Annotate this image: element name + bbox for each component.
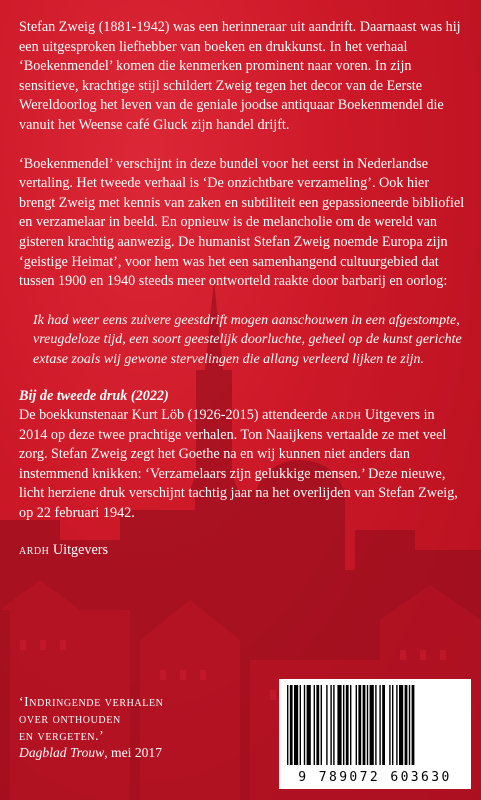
- ardh-name: ardh: [331, 407, 362, 424]
- barcode-bar: [343, 685, 344, 765]
- barcode-bars: [285, 685, 465, 765]
- barcode-bar: [405, 685, 408, 765]
- barcode-bar: [326, 685, 327, 765]
- publisher-ardh: ardh: [19, 541, 50, 558]
- barcode-bar: [316, 685, 319, 765]
- review-line-2: over onthouden: [19, 711, 121, 726]
- paragraph-second-story: ‘Boekenmendel’ verschijnt in deze bundel voor het eerst in Nederlandse vertaling. Het tweede verhaal is ‘De onzichtbare verzameling’. Ook hier brengt Zweig met kennis van zaken en subtiliteit een gepassioneerde bibliofiel en verzamelaar in beeld. En opnieuw is de melancholie om de wereld van gisteren krachtig aanwezig. De humanist Stefan Zweig noemde Europa zijn ‘geistige Heimat’, voor hem was het een samenhangend cultuurgebied dat tussen 1900 en 1940 steeds meer ontworteld raakte door barbarij en oorlog:: [19, 155, 465, 290]
- review-date: , mei 2017: [104, 745, 163, 760]
- barcode-bar: [389, 685, 390, 765]
- barcode-bar: [367, 685, 368, 765]
- barcode-bar: [333, 685, 334, 765]
- barcode-bar: [379, 685, 380, 765]
- barcode-bar: [358, 685, 361, 765]
- barcode-digits: 9 789072 603630: [298, 770, 452, 785]
- barcode-bar: [370, 685, 374, 765]
- back-cover-text: [19, 18, 465, 560]
- barcode-bar: [350, 685, 351, 765]
- barcode-bar: [321, 685, 322, 765]
- barcode-bar: [294, 685, 298, 765]
- barcode-bar: [304, 685, 305, 765]
- barcode-bar: [356, 685, 357, 765]
- barcode-bar: [382, 685, 385, 765]
- paragraph-intro: Stefan Zweig (1881-1942) was een herinneraar uit aandrift. Daarnaast was hij een uitgesproken liefhebber van boeken en drukkunst. In het verhaal ‘Boekenmendel’ komen die kenmerken prominent naar voren. In zijn sensitieve, krachtige stijl schildert Zweig tegen het decor van de Eerste Wereldoorlog het leven van de geniale joodse antiquaar Boekenmendel die vanuit het Weense café Gluck zijn handel drijft.: [19, 19, 461, 133]
- barcode-bar: [300, 685, 301, 765]
- barcode-bar: [363, 685, 366, 765]
- isbn-barcode: [279, 679, 471, 789]
- publisher-name: [19, 541, 465, 561]
- barcode-bar: [399, 685, 403, 765]
- publisher-rest: Uitgevers: [49, 541, 109, 558]
- zweig-quote: Ik had weer eens zuivere geestdrift mogen aanschouwen in een afgestompte, vreugdeloze tijd, een soort geestelijk doorluchte, geheel op de kunst gerichte extase zoals wij gewone stervelingen die allang verleerd lijken te zijn.: [33, 312, 462, 367]
- barcode-bar: [290, 685, 293, 765]
- barcode-bar: [396, 685, 397, 765]
- barcode-bar: [330, 685, 331, 765]
- paragraph-second-edition: [19, 406, 465, 524]
- text-segment: Uitgevers in 2014 op deze twee prachtige verhalen. Ton Naaijkens vertaalde ze met veel zorg. Stefan Zweig zegt het Goethe na en wij kunnen niet anders dan instemmend knikken: ‘Verzamelaars zijn gelukkige mensen.’ Deze nieuwe, licht herziene druk verschijnt tachtig jaar na het overlijden van Stefan Zweig, op 22 februari 1942.: [19, 407, 458, 522]
- barcode-bar: [412, 685, 415, 765]
- barcode-bar: [392, 685, 393, 765]
- barcode-bar: [375, 685, 376, 765]
- barcode-bar: [307, 685, 311, 765]
- review-source: Dagblad Trouw: [19, 745, 105, 760]
- review-line-3: en vergeten.’: [19, 728, 105, 743]
- barcode-bar: [346, 685, 349, 765]
- review-quote: [19, 693, 163, 761]
- barcode-bar: [409, 685, 410, 765]
- barcode-bar: [314, 685, 315, 765]
- barcode-bar: [337, 685, 341, 765]
- second-edition-heading: Bij de tweede druk (2022): [19, 387, 169, 404]
- barcode-bar: [287, 685, 288, 765]
- review-source-line: [19, 744, 163, 761]
- review-line-1: ‘Indringende verhalen: [19, 694, 164, 709]
- text-segment: De boekkunstenaar Kurt Löb (1926-2015) attendeerde: [19, 407, 332, 424]
